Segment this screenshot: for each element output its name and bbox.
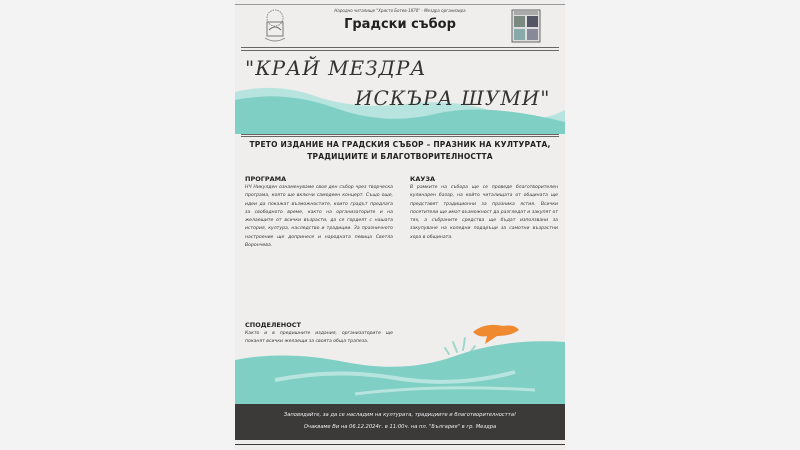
program-text: НЧ Никулден ознаменуваме своя ден събор чрез творческа програма, която ще включи самодеен концерт. Също още, идеи да покажат възможностите, които градът предлага за свободното време, както на организаторите и на желаещите от всички възрасти, да се гордеят с нашата история, култура, наследство и традиции. За празничното настроение ще допринесе и народната певица Светла Ворончева.: [245, 185, 393, 249]
cause-heading: КАУЗА: [410, 175, 436, 183]
footer-line-2: Очакваме Ви на 06.12.2024г. в 11:00ч. на пл. "България" в гр. Мездра: [303, 424, 497, 430]
title-line-2: ИСКЪРА ШУМИ": [355, 86, 551, 110]
bottom-wave-graphic: [235, 320, 565, 406]
subtitle-line-2: ТРАДИЦИИТЕ И БЛАГОТВОРИТЕЛНОСТТА: [307, 152, 493, 161]
footer-invitation-band: [235, 404, 565, 440]
program-heading: ПРОГРАМА: [245, 175, 287, 183]
title-divider: [241, 136, 559, 137]
event-type-heading: Градски събор: [344, 17, 456, 32]
event-poster: [235, 0, 565, 450]
chitalishte-emblem-logo: [260, 8, 290, 44]
bottom-border: [235, 444, 565, 450]
title-line-1: "КРАЙ МЕЗДРА: [245, 56, 427, 80]
footer-line-1: Заповядайте, за да се насладим на културата, традициите и благотворителността!: [283, 412, 517, 418]
mezdra-coat-of-arms-logo: [511, 8, 541, 44]
organizer-line: Народно читалище "Христо Ботев-1870" - Мездра организира: [334, 8, 466, 13]
title-divider: [241, 134, 559, 135]
header-divider: [241, 47, 559, 48]
cause-text: В рамките на събора ще се проведе благотворителен кулинарен базар, на който читалищата от общината ще представят традиционни за празника ястия. Всички посетители ще имат възможност да разгледат и закупят от тях, а събраните средства ще бъдат използвани за закупуване на коледни подаръци за самотни възрастни хора в общината.: [410, 185, 558, 240]
sharing-heading: СПОДЕЛЕНОСТ: [245, 321, 301, 329]
sharing-text: Както и в предишните издания, организаторите ще поканят всички желаещи за своята обща трапеза.: [245, 331, 393, 345]
top-border: [235, 0, 565, 5]
subtitle-line-1: ТРЕТО ИЗДАНИЕ НА ГРАДСКИЯ СЪБОР – ПРАЗНИК НА КУЛТУРАТА,: [249, 140, 551, 149]
fish-icon: [473, 325, 519, 344]
header-divider: [241, 50, 559, 51]
subtitle: [235, 139, 565, 163]
